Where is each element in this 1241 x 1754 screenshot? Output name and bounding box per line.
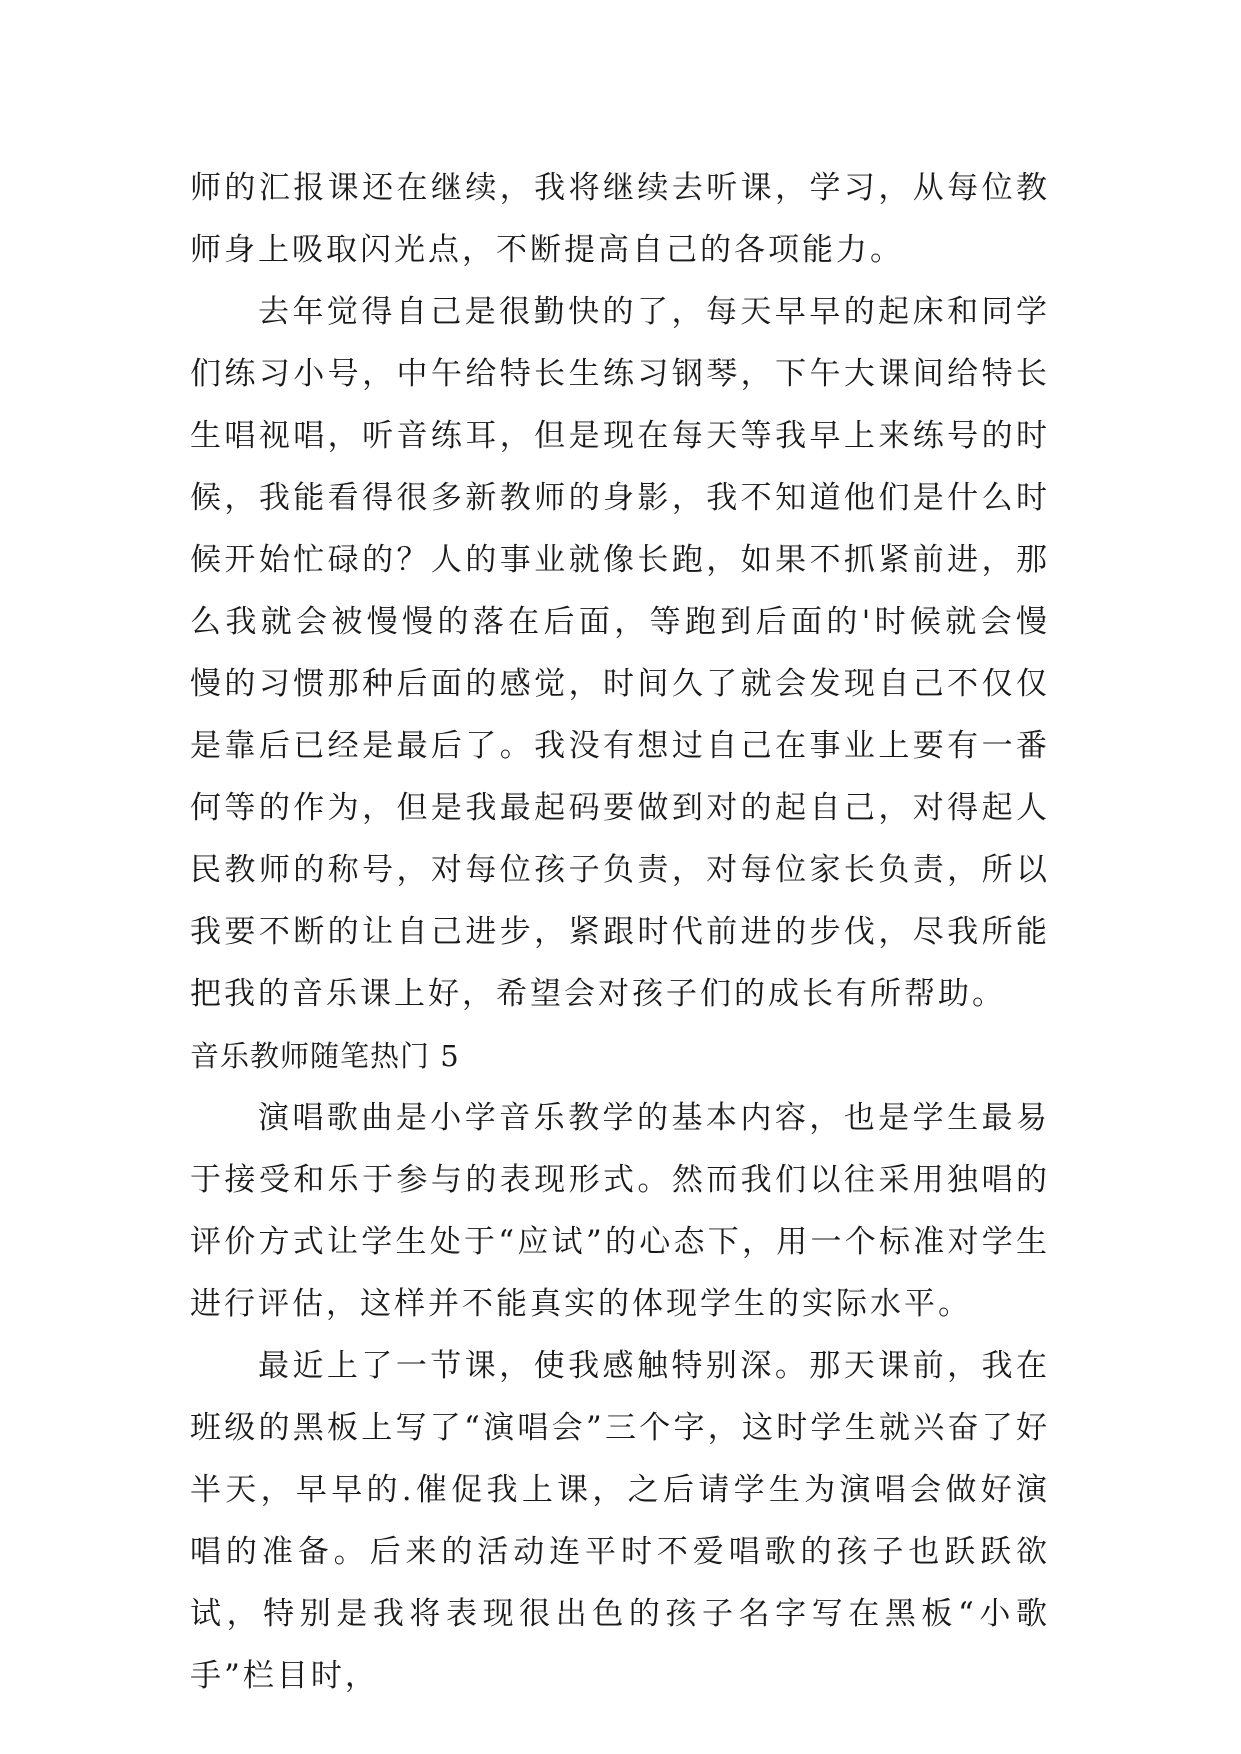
section-heading: 音乐教师随笔热门 5 [190,1039,460,1073]
document-body [190,157,1050,1707]
paragraph-singing: 演唱歌曲是小学音乐教学的基本内容，也是学生最易于接受和乐于参与的表现形式。然而我们以往采用独唱的评价方式让学生处于“应试”的心态下，用一个标准对学生进行评估，这样并不能真实的体现学生的实际水平。 [190,1100,1050,1322]
paragraph-last-year: 去年觉得自己是很勤快的了，每天早早的起床和同学们练习小号，中午给特长生练习钢琴，下午大课间给特长生唱视唱，听音练耳，但是现在每天等我早上来练号的时候，我能看得很多新教师的身影，我不知道他们是什么时候开始忙碌的？人的事业就像长跑，如果不抓紧前进，那么我就会被慢慢的落在后面，等跑到后面的'时候就会慢慢的习惯那种后面的感觉，时间久了就会发现自己不仅仅是靠后已经是最后了。我没有想过自己在事业上要有一番何等的作为，但是我最起码要做到对的起自己，对得起人民教师的称号，对每位孩子负责，对每位家长负责，所以我要不断的让自己进步，紧跟时代前进的步伐，尽我所能把我的音乐课上好，希望会对孩子们的成长有所帮助。 [190,294,1050,1012]
paragraph-continuation: 师的汇报课还在继续，我将继续去听课，学习，从每位教师身上吸取闪光点，不断提高自己的各项能力。 [190,170,1050,268]
paragraph-concert-lesson: 最近上了一节课，使我感触特别深。那天课前，我在班级的黑板上写了“演唱会”三个字，这时学生就兴奋了好半天，早早的.催促我上课，之后请学生为演唱会做好演唱的准备。后来的活动连平时不爱唱歌的孩子也跃跃欲试，特别是我将表现很出色的孩子名字写在黑板“小歌手”栏目时， [190,1348,1050,1694]
